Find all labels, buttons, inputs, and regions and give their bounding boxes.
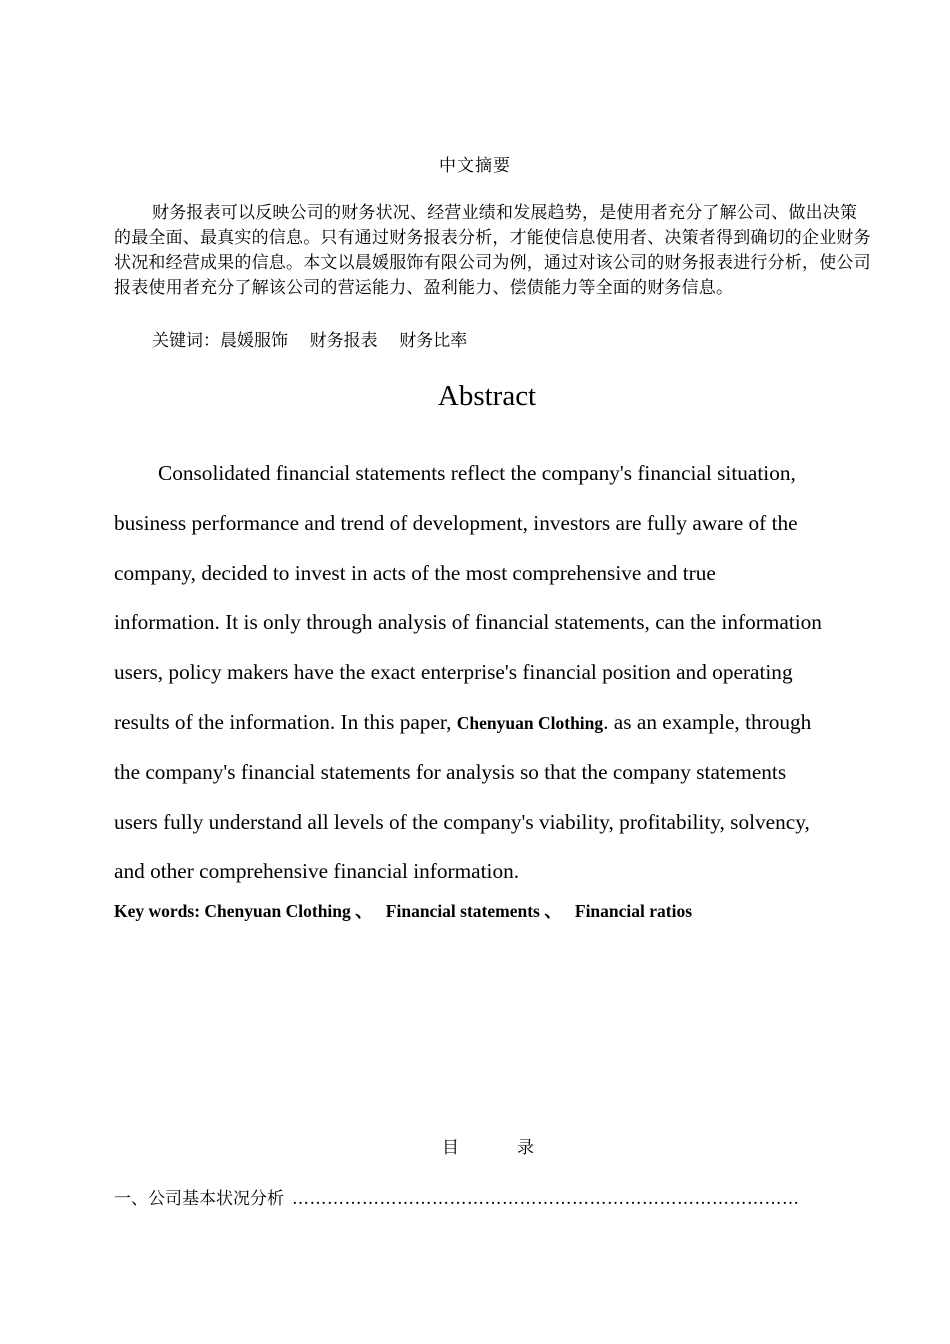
- english-keyword: Chenyuan Clothing: [204, 901, 351, 921]
- toc-entry[interactable]: [114, 1184, 854, 1209]
- keyword-separator: 、: [544, 901, 562, 921]
- english-abstract-title: Abstract: [437, 380, 537, 412]
- chinese-keywords: [152, 326, 467, 351]
- abstract-line: company, decided to invest in acts of the most comprehensive and true: [114, 560, 716, 585]
- toc-title-char: 录: [517, 1138, 534, 1158]
- abstract-line: the company's financial statements for analysis so that the company statements: [114, 759, 787, 784]
- abstract-line: [114, 698, 874, 748]
- chinese-keyword: 晨媛服饰: [220, 331, 288, 351]
- english-keywords-label: Key words:: [114, 901, 201, 921]
- abstract-line: users, policy makers have the exact enterprise's financial position and operating: [114, 660, 793, 685]
- english-keyword: Financial statements: [385, 901, 540, 921]
- abstract-line: users fully understand all levels of the company's viability, profitability, solvency,: [114, 809, 810, 834]
- toc-title: [0, 1133, 950, 1158]
- abstract-line-text: . as an example, through: [603, 709, 812, 734]
- english-abstract-body: [114, 449, 874, 897]
- keyword-separator: 、: [355, 901, 373, 921]
- company-name: Chenyuan Clothing: [456, 712, 604, 733]
- chinese-keywords-label: 关键词：: [152, 331, 220, 351]
- english-keyword: Financial ratios: [574, 901, 693, 921]
- toc-entry-label: 一、公司基本状况分析: [114, 1189, 284, 1209]
- toc-leader-dots: ……………………………………………………………………………: [292, 1189, 800, 1209]
- toc-title-char: 目: [442, 1138, 459, 1158]
- chinese-abstract-body: 财务报表可以反映公司的财务状况、经营业绩和发展趋势，是使用者充分了解公司、做出决策的最全面、最真实的信息。只有通过财务报表分析，才能使信息使用者、决策者得到确切的企业财务状况和经营成果的信息。本文以晨媛服饰有限公司为例，通过对该公司的财务报表进行分析，使公司报表使用者充分了解该公司的营运能力、盈利能力、偿债能力等全面的财务信息。: [114, 203, 871, 298]
- chinese-keyword: 财务比率: [399, 331, 468, 351]
- abstract-line-text: results of the information. In this paper,: [114, 709, 457, 734]
- abstract-line: business performance and trend of development, investors are fully aware of the: [114, 510, 798, 535]
- abstract-line: Consolidated financial statements reflect the company's financial situation,: [158, 461, 796, 485]
- abstract-line: and other comprehensive financial information.: [114, 859, 520, 884]
- chinese-keyword: 财务报表: [309, 331, 378, 351]
- abstract-line: information. It is only through analysis of financial statements, can the information: [114, 610, 822, 635]
- english-keywords: [114, 898, 692, 923]
- chinese-abstract-title: 中文摘要: [439, 156, 511, 176]
